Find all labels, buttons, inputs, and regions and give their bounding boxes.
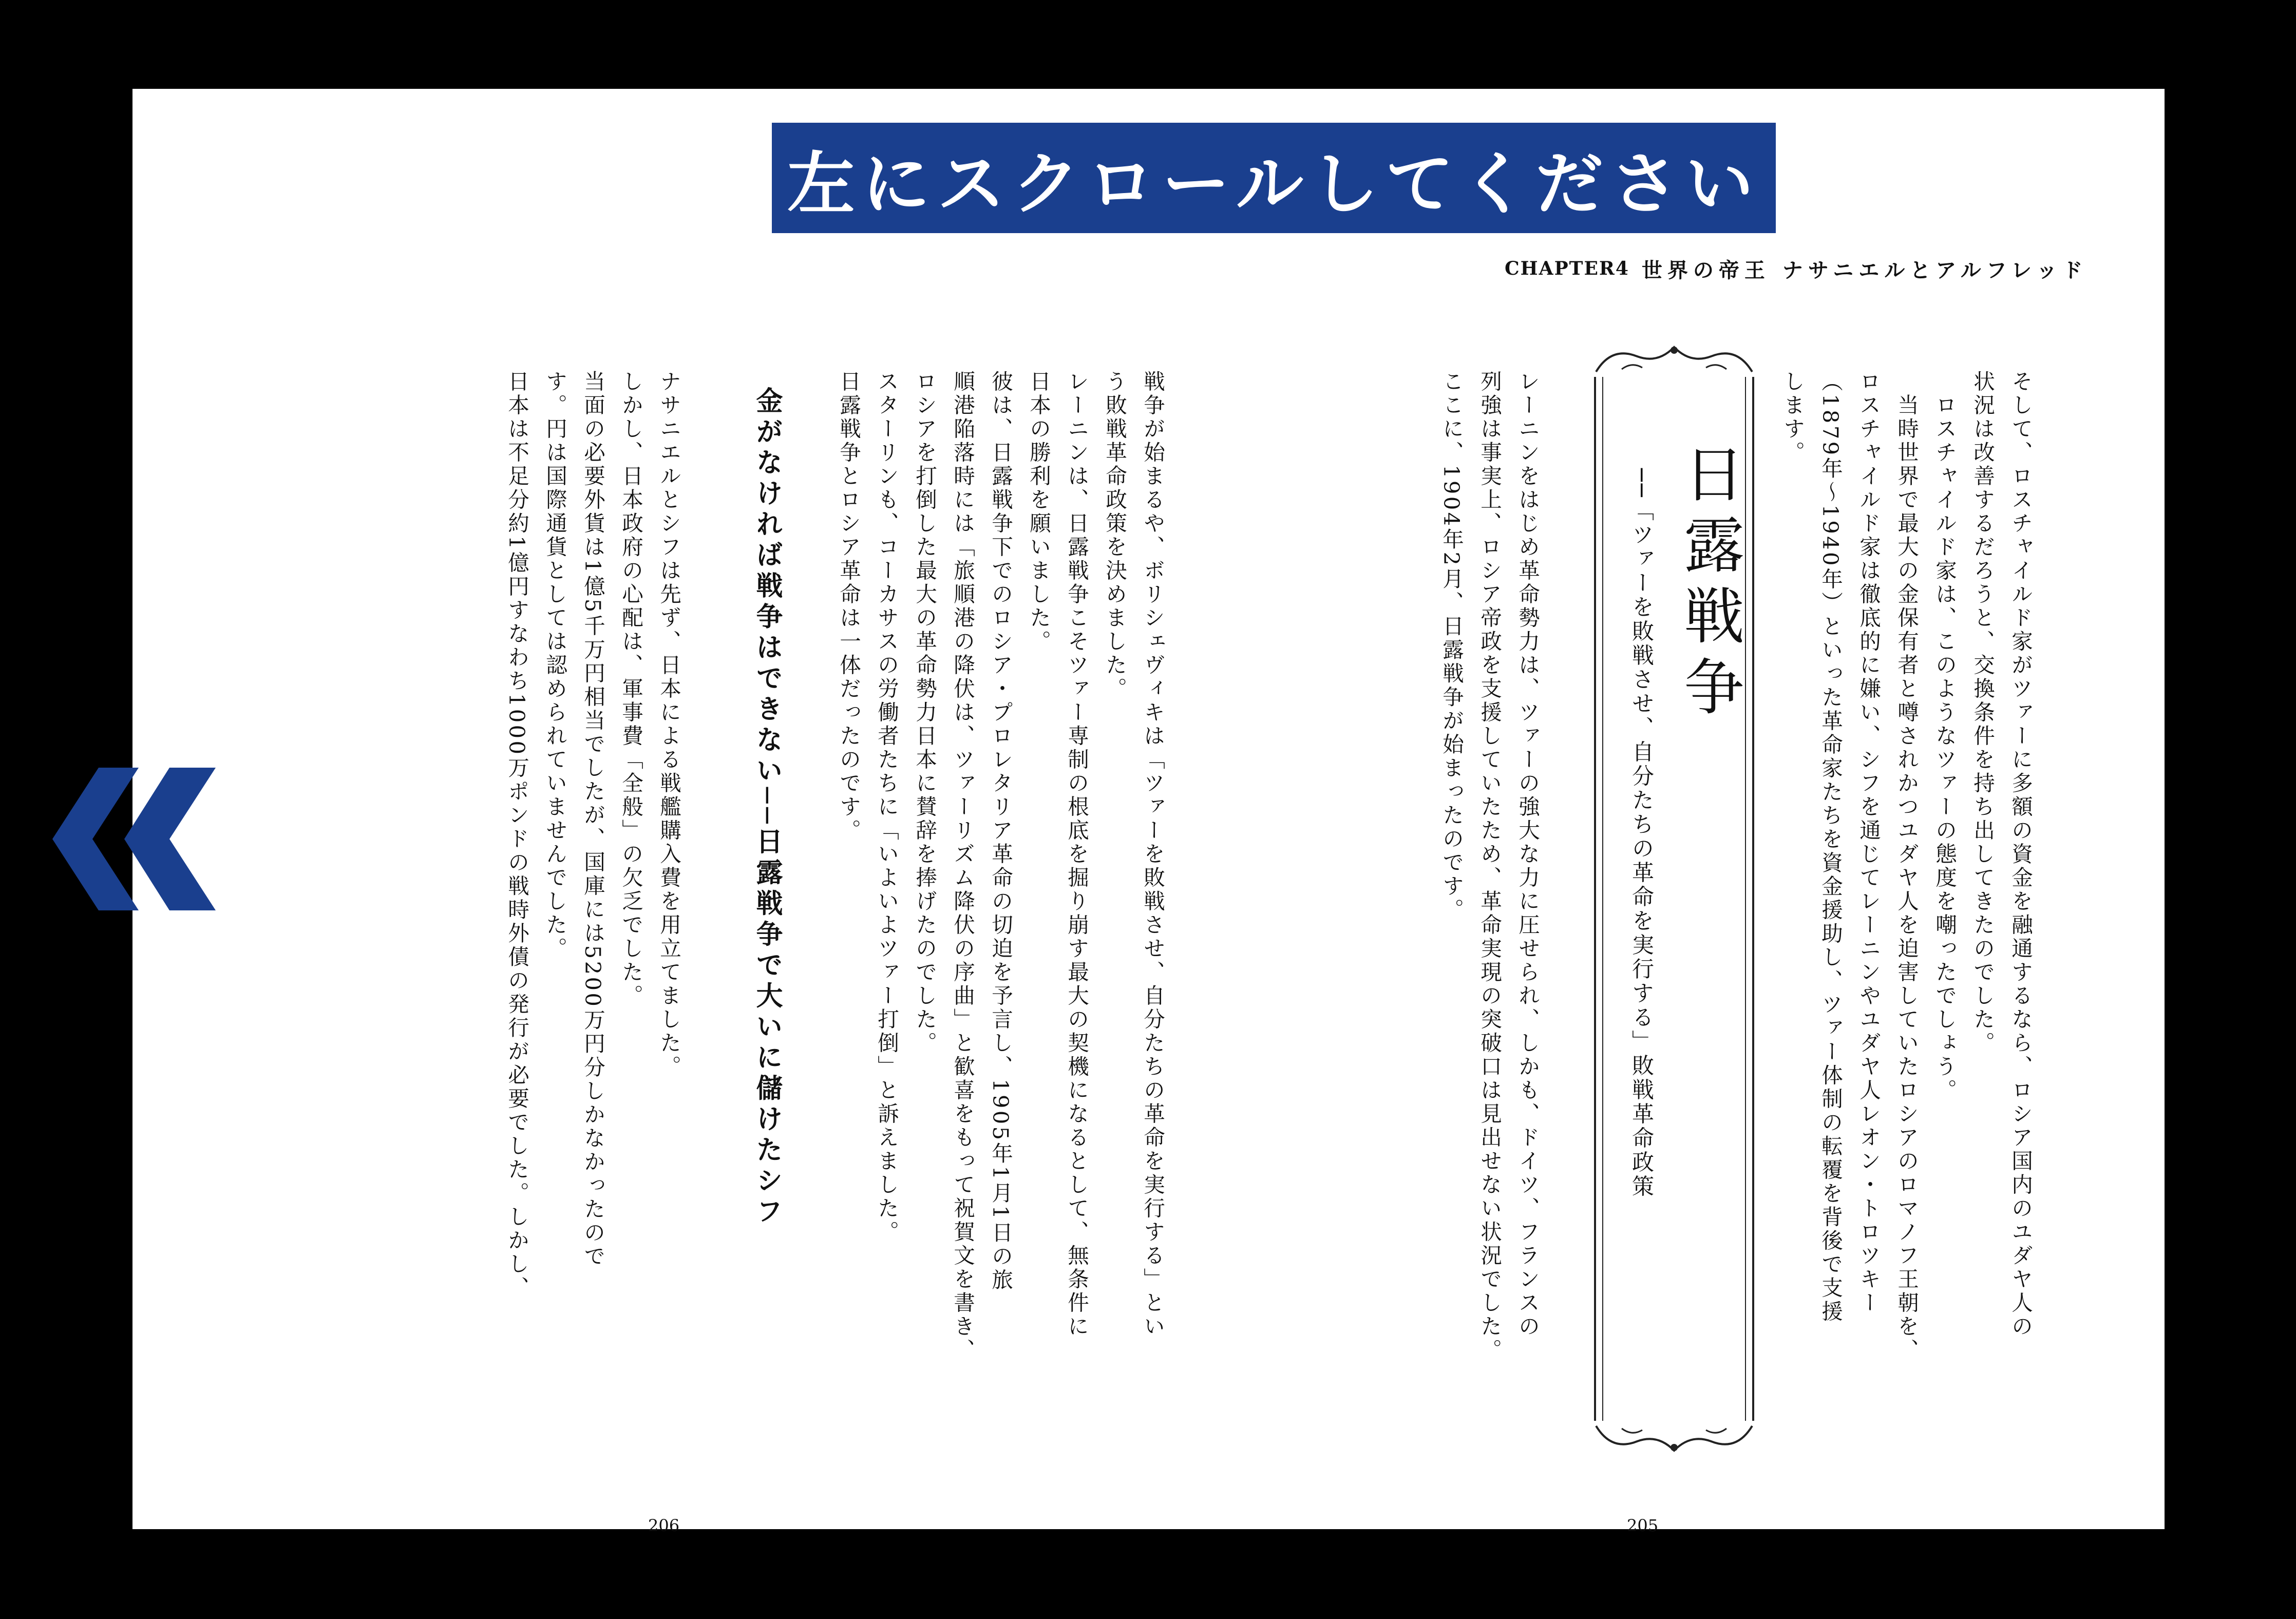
text-column: スターリンも、コーカサスの労働者たちに「いよいよツァー打倒」と訴えました。 [874,370,899,1244]
section-subtitle: ──「ツァーを敗戦させ、自分たちの革命を実行する」敗戦革命政策 [1628,468,1654,1199]
text-column: 順港陥落時には「旅順港の降伏は、ツァーリズム降伏の序曲」と歓喜をもって祝賀文を書き、 [950,370,975,1362]
text-column: レーニンをはじめ革命勢力は、ツァーの強大な力に圧せられ、しかも、ドイツ、フランスの [1515,370,1540,1339]
text-column: 日露戦争とロシア革命は一体だったのです。 [836,370,861,843]
text-column: ここに、1904年2月、日露戦争が始まったのです。 [1439,370,1464,922]
text-column: ロシアを打倒した最大の革命勢力日本に賛辞を捧げたのでした。 [912,370,937,1055]
chapter-header [1505,256,2088,282]
text-column: しかし、日本政府の心配は、軍事費「全般」の欠乏でした。 [618,370,643,1008]
text-column: （1879年〜1940年）といった革命家たちを資金援助し、ツァー体制の転覆を背後で支援 [1818,370,1843,1324]
text-column: 状況は改善するだろうと、交換条件を持ち出してきたのでした。 [1970,370,1995,1055]
ornament-top-icon [1591,341,1757,377]
text-column: ロスチャイルド家は、このようなツァーの態度を嘲ったでしょう。 [1932,370,1957,1102]
text-column: 日本は不足分約1億円すなわち1000万ポンドの戦時外債の発行が必要でした。しかし、 [504,370,529,1300]
text-column: う敗戦革命政策を決めました。 [1102,370,1127,701]
text-column: ロスチャイルド家は徹底的に嫌い、シフを通じてレーニンやユダヤ人レオン・トロツキー [1856,370,1881,1315]
text-column: ナサニエルとシフは先ず、日本による戦艦購入費を用立てました。 [656,370,681,1079]
text-column: 彼は、日露戦争下でのロシア・プロレタリア革命の切迫を予言し、1905年1月1日の旅 [988,370,1013,1292]
ornament-bottom-icon [1591,1421,1757,1457]
text-column: 列強は事実上、ロシア帝政を支援していたため、革命実現の突破口は見出せない状況でした。 [1477,370,1502,1362]
text-column: 戦争が始まるや、ボリシェヴィキは「ツァーを敗戦させ、自分たちの革命を実行する」とい [1140,370,1165,1339]
text-column: レーニンは、日露戦争こそツァー専制の根底を掘り崩す最大の契機になるとして、無条件に [1064,370,1089,1339]
text-column: す。円は国際通貨としては認められていませんでした。 [542,370,567,961]
text-column: そして、ロスチャイルド家がツァーに多額の資金を融通するなら、ロシア国内のユダヤ人の [2008,370,2033,1339]
section-title: 日露戦争 [1674,443,1744,726]
text-column: 当面の必要外貨は1億5千万円相当でしたが、国庫には5200万円分しかなかったので [580,370,605,1269]
double-chevron-left-icon[interactable] [52,768,216,910]
section-title-box [1594,358,1754,1439]
section-heading: 金がなければ戦争はできない──日露戦争で大いに儲けたシフ [751,387,782,1228]
text-column: します。 [1780,370,1805,465]
page-number-left: 206 [648,1516,680,1535]
chapter-title: 世界の帝王 ナサニエルとアルフレッド [1641,258,2088,282]
scroll-instruction-banner [772,123,1776,233]
text-column: 日本の勝利を願いました。 [1026,370,1051,654]
page-number-right: 205 [1627,1516,1659,1535]
book-spread [132,89,2165,1535]
chapter-label: CHAPTER4 [1505,258,1629,279]
text-column: 当時世界で最大の金保有者と噂されかつユダヤ人を迫害していたロシアのロマノフ王朝を、 [1894,370,1919,1362]
banner-text: 左にスクロールしてください [787,144,1761,224]
